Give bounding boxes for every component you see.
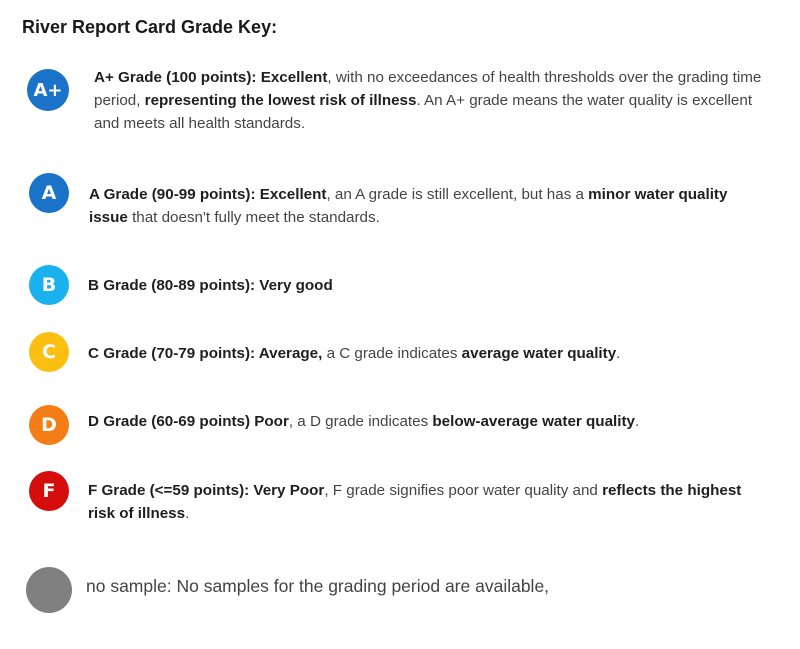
- text-segment: .: [634, 413, 640, 430]
- text-segment: C Grade (70-79 points): Average,: [88, 345, 323, 362]
- text-segment: B Grade (80-89 points): Very good: [88, 277, 333, 294]
- text-segment: Excellent: [259, 186, 327, 203]
- text-segment: that doesn't fully meet the standards.: [127, 209, 380, 226]
- grade-description-a-plus: [94, 66, 764, 135]
- text-segment: no sample: No samples for the grading period are available,: [86, 576, 550, 596]
- grade-badge-a: A: [29, 173, 69, 213]
- text-segment: representing the lowest risk of illness: [144, 92, 417, 109]
- text-segment: .: [185, 505, 190, 522]
- text-segment: F Grade (<=59 points): Very Poor: [88, 482, 325, 499]
- grade-description-no-sample: [86, 575, 776, 598]
- text-segment: , F grade signifies poor water quality and: [324, 482, 603, 499]
- page-title: River Report Card Grade Key:: [22, 17, 278, 37]
- text-segment: , with no exceedances of health thresholds over the grading time period,: [94, 69, 762, 109]
- text-segment: a C grade indicates: [322, 345, 462, 362]
- text-segment: minor water quality issue: [89, 186, 728, 226]
- text-segment: A+ Grade (100 points):: [94, 69, 261, 86]
- grade-badge-a-plus: A+: [27, 69, 69, 111]
- text-segment: reflects the highest risk of illness: [88, 482, 742, 522]
- text-segment: Excellent: [260, 69, 328, 86]
- text-segment: .: [616, 345, 621, 362]
- text-segment: average water quality: [461, 345, 617, 362]
- text-segment: , a D grade indicates: [288, 413, 433, 430]
- text-segment: . An A+ grade means the water quality is excellent and meets all health standards.: [94, 92, 753, 132]
- grade-description-a: [89, 183, 769, 229]
- grade-badge-d: D: [29, 405, 69, 445]
- text-segment: below-average water quality: [432, 413, 635, 430]
- grade-badge-no-sample: [26, 567, 72, 613]
- grade-badge-b: B: [29, 265, 69, 305]
- grade-description-c: [88, 342, 768, 365]
- grade-badge-c: C: [29, 332, 69, 372]
- grade-description-d: [88, 410, 768, 433]
- grade-description-b: [88, 274, 768, 297]
- text-segment: D Grade (60-69 points) Poor: [88, 413, 289, 430]
- text-segment: A Grade (90-99 points):: [89, 186, 260, 203]
- grade-description-f: [88, 479, 768, 525]
- grade-badge-f: F: [29, 471, 69, 511]
- text-segment: , an A grade is still excellent, but has a: [326, 186, 589, 203]
